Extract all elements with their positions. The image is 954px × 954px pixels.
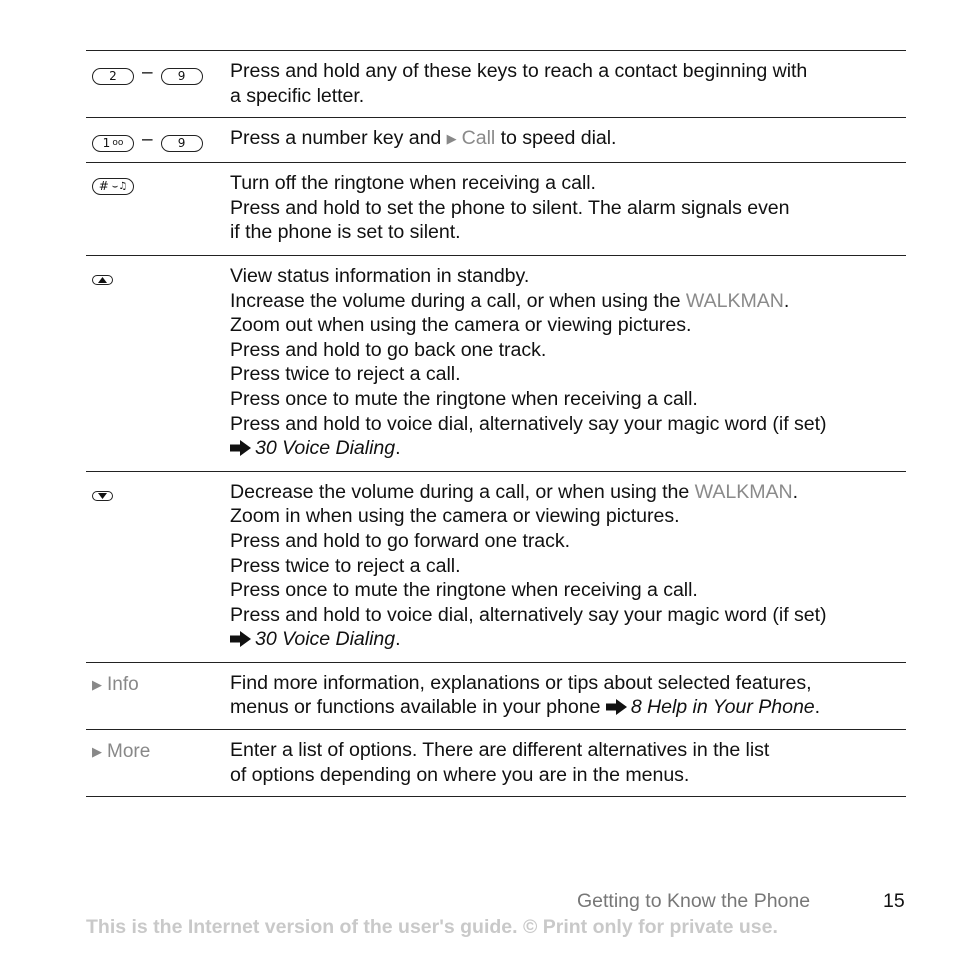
reference-arrow-icon — [230, 440, 251, 456]
walkman-label: WALKMAN — [685, 289, 784, 312]
description-text: . — [783, 289, 790, 312]
description-line — [230, 289, 906, 314]
table-row — [86, 256, 906, 472]
softkey-arrow-icon: ▶ — [92, 676, 102, 692]
key-function-table — [86, 50, 906, 797]
description-line: Press and hold any of these keys to reach a contact beginning with — [230, 60, 808, 82]
page-number: 15 — [883, 890, 905, 912]
description-cell — [230, 59, 906, 108]
walkman-label: WALKMAN — [694, 480, 793, 503]
description-line: Turn off the ringtone when receiving a call. — [230, 172, 596, 195]
more-softkey-label: More — [107, 741, 151, 763]
table-row — [86, 118, 906, 163]
chapter-title: Getting to Know the Phone — [577, 890, 811, 912]
voicemail-glyph: oo — [112, 138, 124, 149]
description-line — [230, 480, 906, 505]
description-line: if the phone is set to silent. — [230, 221, 461, 244]
reference-arrow-icon — [606, 699, 627, 715]
description-text: Increase the volume during a call, or when using the — [230, 289, 686, 312]
description-cell — [230, 738, 906, 787]
description-line: Press twice to reject a call. — [230, 363, 461, 386]
table-row — [86, 730, 906, 797]
key-cell — [86, 671, 230, 720]
key-1-label: 1 — [102, 136, 111, 151]
description-line: Press and hold to voice dial, alternatively say your magic word (if set) — [230, 412, 827, 435]
description-text: Press a number key and — [230, 127, 447, 150]
description-line: Press twice to reject a call. — [230, 554, 461, 577]
key-cell — [86, 480, 230, 652]
description-line: Press once to mute the ringtone when receiving a call. — [230, 387, 698, 410]
key-2-icon: 2 — [92, 68, 134, 85]
up-triangle-icon — [98, 277, 107, 283]
info-softkey-label: Info — [107, 673, 139, 695]
description-cell — [230, 126, 906, 153]
key-9-icon: 9 — [161, 68, 203, 85]
key-cell — [86, 738, 230, 787]
description-text: Decrease the volume during a call, or when using the — [230, 480, 695, 503]
description-text: to speed dial. — [495, 127, 617, 150]
description-text: menus or functions available in your phone — [230, 696, 606, 719]
reference-arrow-icon — [230, 631, 251, 647]
description-line: of options depending on where you are in the menus. — [230, 763, 690, 786]
description-line — [230, 126, 906, 152]
cross-reference — [230, 436, 906, 461]
hash-key-label: # — [98, 179, 109, 194]
description-line: Press once to mute the ringtone when receiving a call. — [230, 579, 698, 602]
description-line: Find more information, explanations or tips about selected features, — [230, 671, 812, 694]
copyright-notice: This is the Internet version of the user's guide. © Print only for private use. — [86, 916, 778, 938]
volume-down-key-icon — [92, 491, 113, 501]
reference-link[interactable]: 8 Help in Your Phone — [630, 696, 815, 719]
description-line: Press and hold to voice dial, alternatively say your magic word (if set) — [230, 603, 827, 626]
silent-bell-glyph: ⌣♫ — [111, 180, 128, 192]
call-softkey-label: Call — [461, 127, 496, 150]
description-text: . — [814, 696, 821, 719]
key-1-icon — [92, 135, 134, 152]
description-line: Zoom out when using the camera or viewing pictures. — [230, 314, 692, 337]
description-line: Enter a list of options. There are different alternatives in the list — [230, 739, 770, 762]
key-cell — [86, 59, 230, 108]
description-line: Press and hold to go forward one track. — [230, 529, 571, 552]
reference-link[interactable]: 30 Voice Dialing — [255, 628, 396, 651]
volume-up-key-icon — [92, 275, 113, 285]
table-row — [86, 472, 906, 663]
description-line: a specific letter. — [230, 84, 365, 107]
range-dash: – — [142, 62, 153, 83]
description-cell — [230, 264, 906, 461]
description-cell — [230, 671, 906, 720]
key-cell — [86, 264, 230, 461]
table-row — [86, 51, 906, 118]
softkey-arrow-icon: ▶ — [92, 744, 102, 760]
description-line: Zoom in when using the camera or viewing pictures. — [230, 505, 680, 528]
key-cell — [86, 126, 230, 153]
description-cell — [230, 480, 906, 652]
description-line: Press and hold to go back one track. — [230, 338, 547, 361]
table-row — [86, 163, 906, 256]
description-text: . — [395, 437, 401, 460]
description-line — [230, 695, 906, 720]
range-dash: – — [142, 129, 153, 151]
key-cell — [86, 171, 230, 245]
description-line: Press and hold to set the phone to silent. The alarm signals even — [230, 196, 790, 219]
softkey-arrow-icon: ▶ — [446, 131, 457, 147]
description-line: View status information in standby. — [230, 264, 530, 287]
key-9-icon: 9 — [161, 135, 203, 152]
hash-silent-key-icon — [92, 178, 134, 195]
reference-link[interactable]: 30 Voice Dialing — [255, 437, 396, 460]
table-row — [86, 663, 906, 730]
down-triangle-icon — [98, 493, 107, 499]
description-text: . — [792, 480, 799, 503]
description-cell — [230, 171, 906, 245]
description-text: . — [395, 628, 401, 651]
cross-reference — [230, 627, 906, 652]
